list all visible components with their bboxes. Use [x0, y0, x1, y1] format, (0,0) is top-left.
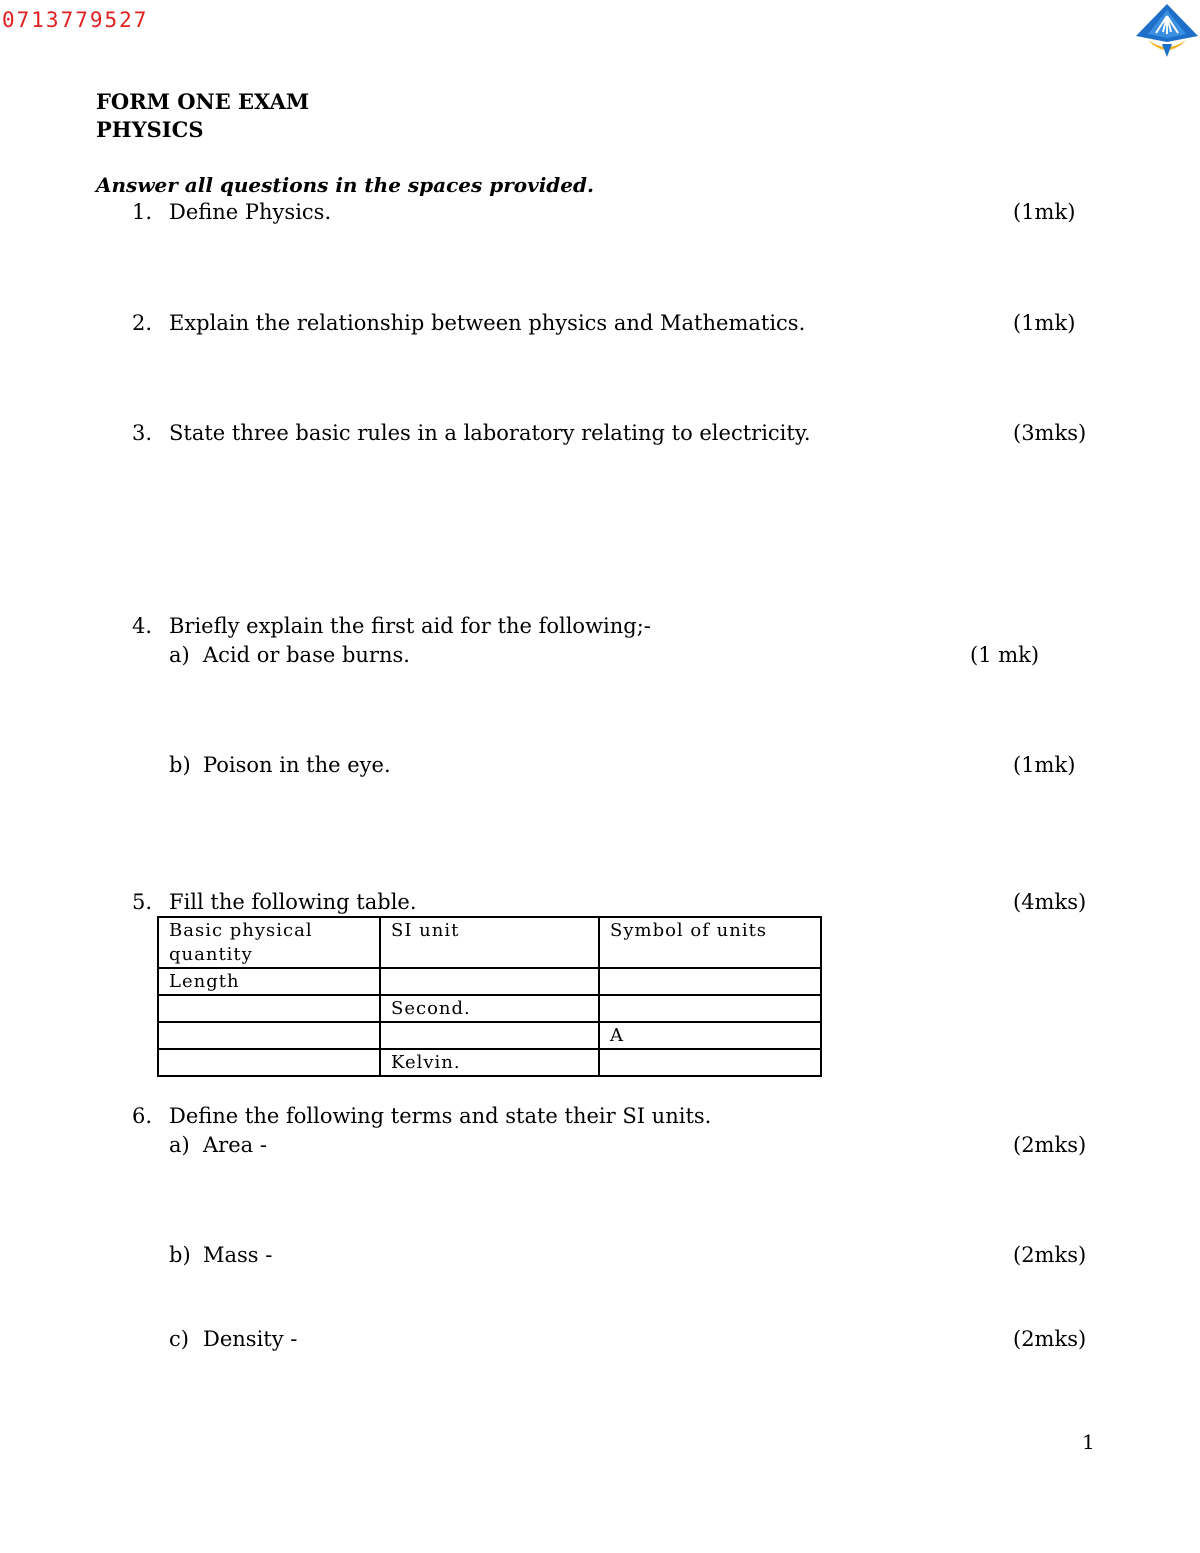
si-units-table — [157, 916, 822, 1077]
subquestion-text: Acid or base burns. — [203, 643, 410, 667]
table-row — [158, 995, 821, 1022]
subquestion-letter: b) — [169, 1243, 191, 1267]
table-cell[interactable] — [599, 995, 821, 1022]
table-cell[interactable] — [380, 968, 599, 995]
page-number: 1 — [1082, 1430, 1095, 1454]
question-marks: (2mks) — [1013, 1133, 1087, 1157]
subquestion-text: Density - — [203, 1327, 298, 1351]
table-cell[interactable] — [599, 1049, 821, 1076]
question-marks: (4mks) — [1013, 890, 1087, 914]
question-marks: (1mk) — [1013, 311, 1076, 335]
question-text: Briefly explain the first aid for the following;- — [169, 614, 651, 638]
question-marks: (2mks) — [1013, 1243, 1087, 1267]
question-number: 6. — [132, 1104, 153, 1128]
question-text: Define the following terms and state their SI units. — [169, 1104, 712, 1128]
question-text: Define Physics. — [169, 200, 332, 224]
question-number: 3. — [132, 421, 153, 445]
question-text: Explain the relationship between physics and Mathematics. — [169, 311, 806, 335]
subquestion-letter: a) — [169, 1133, 190, 1157]
subquestion-text: Area - — [203, 1133, 267, 1157]
phone-number: 0713779527 — [2, 8, 149, 32]
table-cell[interactable]: Kelvin. — [380, 1049, 599, 1076]
question-text: State three basic rules in a laboratory relating to electricity. — [169, 421, 811, 445]
subquestion-letter: a) — [169, 643, 190, 667]
exam-title: FORM ONE EXAM — [96, 89, 310, 114]
subquestion-letter: c) — [169, 1327, 189, 1351]
table-cell[interactable] — [158, 1049, 380, 1076]
table-cell[interactable] — [599, 968, 821, 995]
table-header-cell: Symbol of units — [599, 917, 821, 968]
table-header-cell: SI unit — [380, 917, 599, 968]
blue-crystal-logo-icon — [1134, 2, 1200, 58]
table-row — [158, 1022, 821, 1049]
table-cell[interactable] — [158, 995, 380, 1022]
table-row — [158, 968, 821, 995]
table-cell[interactable]: Second. — [380, 995, 599, 1022]
table-header-cell: Basic physical quantity — [158, 917, 380, 968]
question-marks: (1mk) — [1013, 200, 1076, 224]
question-number: 1. — [132, 200, 153, 224]
subject-title: PHYSICS — [96, 117, 204, 142]
question-marks: (1 mk) — [970, 643, 1040, 667]
instructions: Answer all questions in the spaces provided. — [96, 173, 594, 197]
question-number: 4. — [132, 614, 153, 638]
question-number: 5. — [132, 890, 153, 914]
table-cell[interactable] — [380, 1022, 599, 1049]
question-marks: (2mks) — [1013, 1327, 1087, 1351]
subquestion-letter: b) — [169, 753, 191, 777]
subquestion-text: Mass - — [203, 1243, 273, 1267]
table-row — [158, 1049, 821, 1076]
question-marks: (3mks) — [1013, 421, 1087, 445]
question-number: 2. — [132, 311, 153, 335]
table-cell[interactable]: Length — [158, 968, 380, 995]
question-marks: (1mk) — [1013, 753, 1076, 777]
table-cell[interactable]: A — [599, 1022, 821, 1049]
table-header-row — [158, 917, 821, 968]
table-cell[interactable] — [158, 1022, 380, 1049]
subquestion-text: Poison in the eye. — [203, 753, 391, 777]
question-text: Fill the following table. — [169, 890, 417, 914]
